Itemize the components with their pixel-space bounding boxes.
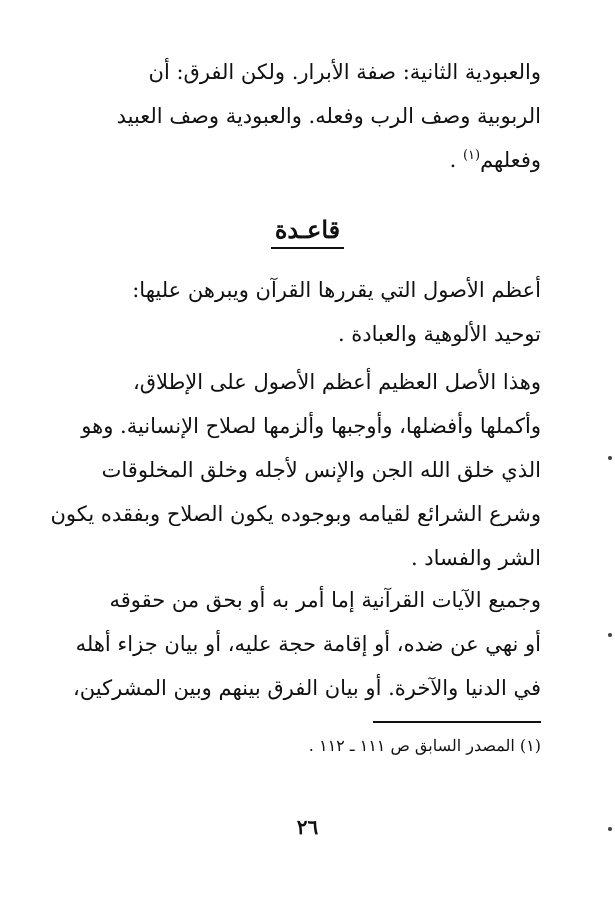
text-line: وهذا الأصل العظيم أعظم الأصول على الإطلاق، (132, 370, 541, 394)
paragraph-4 (64, 578, 541, 710)
text-line: توحيد الألوهية والعبادة . (337, 322, 541, 346)
text-line: أعظم الأصول التي يقررها القرآن ويبرهن عليها: (132, 278, 541, 302)
text-line: وأكملها وأفضلها، وأوجبها وألزمها لصلاح الإنسانية. وهو (81, 414, 541, 438)
text-line: الذي خلق الله الجن والإنس لأجله وخلق المخلوقات (101, 458, 541, 482)
scan-speck (608, 633, 612, 637)
page-number: ٢٦ (296, 815, 319, 839)
text-line: وجميع الآيات القرآنية إما أمر به أو بحق من حقوقه (109, 588, 541, 612)
text-fragment: . (449, 148, 463, 172)
paragraph-3 (50, 360, 541, 580)
text-line: الشر والفساد . (410, 546, 541, 570)
text-line: في الدنيا والآخرة. أو بيان الفرق بينهم وبين المشركين، (73, 676, 541, 700)
text-line: وشرع الشرائع لقيامه وبوجوده يكون الصلاح وبفقده يكون (50, 502, 541, 526)
text-line (64, 138, 541, 182)
footnote-reference: (١) (462, 148, 481, 163)
text-line: أو نهي عن ضده، أو إقامة حجة عليه، أو بيان جزاء أهله (75, 632, 541, 656)
scan-speck (608, 827, 612, 831)
text-line: والعبودية الثانية: صفة الأبرار. ولكن الفرق: أن (148, 60, 541, 84)
paragraph-2 (64, 268, 541, 356)
heading-text: قاعـدة (271, 215, 344, 249)
footnote: (١) المصدر السابق ص ١١١ ـ ١١٢ . (308, 736, 541, 755)
scan-speck (608, 456, 612, 460)
footnote-separator (373, 721, 541, 723)
text-fragment: وفعلهم (480, 148, 541, 172)
text-line: الربوبية وصف الرب وفعله. والعبودية وصف العبيد (116, 104, 541, 128)
section-heading (0, 210, 615, 250)
paragraph-1 (64, 50, 541, 182)
